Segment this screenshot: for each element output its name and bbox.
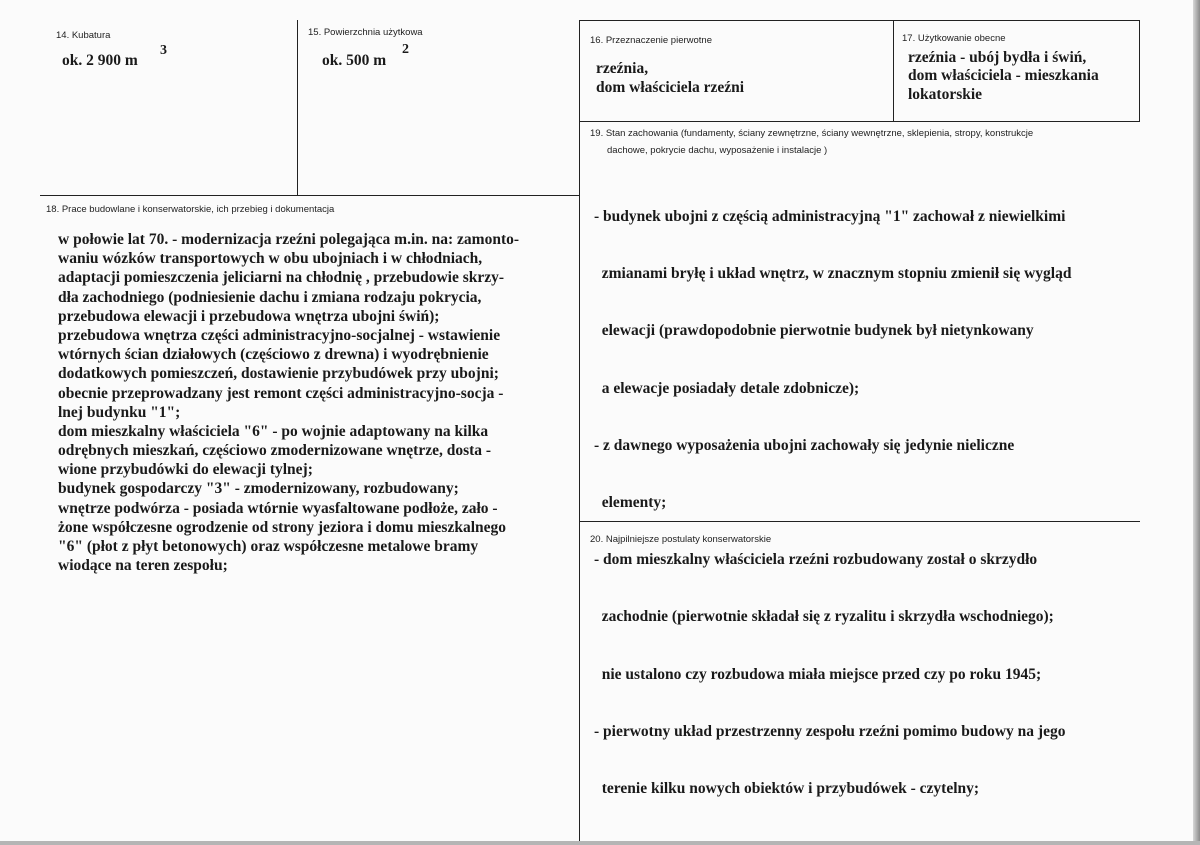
field15-unit-superscript: 2 [402, 42, 409, 57]
field18-text [58, 230, 519, 575]
field17-text [908, 48, 1099, 103]
field15-label: 15. Powierzchnia użytkowa [308, 27, 423, 38]
field18-line: dodatkowych pomieszczeń, dostawienie przybudówek przy ubojni; [58, 365, 499, 383]
field20-label: 20. Najpilniejsze postulaty konserwatorskie [590, 534, 772, 545]
horizontal-rule-top-right [579, 20, 1140, 21]
field16-line: dom właściciela rzeźni [596, 79, 745, 97]
field18-line: wione przybudówki do elewacji tylnej; [58, 461, 313, 479]
field19-line: zmianami bryłę i układ wnętrz, w znacznym stopniu zmienił się wygląd [594, 265, 1072, 283]
field16-label: 16. Przeznaczenie pierwotne [590, 35, 712, 46]
field18-line: budynek gospodarczy "3" - zmodernizowany, rozbudowany; [58, 480, 459, 498]
field18-line: wiodące na teren zespołu; [58, 557, 228, 575]
field19-label-line: 19. Stan zachowania (fundamenty, ściany zewnętrzne, ściany wewnętrzne, sklepienia, stropy, konstrukcje [590, 128, 1034, 139]
vertical-rule-16-17 [893, 20, 894, 121]
paper-edge-right [1193, 0, 1200, 845]
field19-text [594, 169, 1071, 836]
field14-label: 14. Kubatura [56, 30, 111, 41]
field16-line: rzeźnia, [596, 60, 649, 77]
field17-line: lokatorskie [908, 85, 983, 103]
field19-label-line: dachowe, pokrycie dachu, wyposażenie i instalacje ) [607, 145, 828, 156]
field18-line: przebudowa wnętrza części administracyjno-socjalnej - wstawienie [58, 326, 501, 344]
field18-line: odrębnych mieszkań, częściowo zmodernizowane wnętrze, dosta - [58, 442, 492, 460]
field19-line: zachodnie (pierwotnie składał się z ryzalitu i skrzydła wschodniego); [594, 608, 1054, 626]
field18-line: dom mieszkalny właściciela "6" - po wojnie adaptowany na kilka [58, 422, 489, 440]
field18-line: przebudowa elewacji i przebudowa wnętrza ubojni świń); [58, 307, 440, 325]
field19-line: nie ustalono czy rozbudowa miała miejsce przed czy po roku 1945; [594, 665, 1042, 683]
field19-line: elewacji (prawdopodobnie pierwotnie budynek był nietynkowany [594, 322, 1034, 340]
field18-label: 18. Prace budowlane i konserwatorskie, ich przebieg i dokumentacja [46, 204, 335, 215]
field15-value: ok. 500 m [322, 52, 387, 69]
field19-line: - z dawnego wyposażenia ubojni zachowały się jedynie nieliczne [594, 436, 1015, 454]
field17-line: dom właściciela - mieszkania [908, 67, 1099, 85]
field18-line: żone współczesne ogrodzenie od strony jeziora i domu mieszkalnego [58, 518, 507, 536]
vertical-rule-14-15 [297, 20, 298, 196]
paper-edge-bottom [0, 841, 1200, 845]
field19-label [590, 128, 1033, 162]
field18-line: lnej budynku "1"; [58, 403, 181, 421]
horizontal-rule-18-top [40, 195, 580, 196]
field18-line: adaptacji pomieszczenia jeliciarni na chłodnię , przebudowie skrzy- [58, 269, 505, 287]
field18-line: dła zachodniego (podniesienie dachu i zmiana rodzaju pokrycia, [58, 288, 482, 306]
field19-line: terenie kilku nowych obiektów i przybudówek - czytelny; [594, 779, 980, 797]
field18-line: w połowie lat 70. - modernizacja rzeźni polegająca m.in. na: zamonto- [58, 231, 520, 248]
field18-line: waniu wózków transportowych w obu ubojniach i w chłodniach, [58, 250, 483, 268]
vertical-rule-main [579, 20, 580, 842]
horizontal-rule-16-17-bottom [579, 121, 1140, 122]
field19-line: elementy; [594, 493, 667, 511]
vertical-rule-right-top [1139, 20, 1140, 121]
field19-line: a elewacje posiadały detale zdobnicze); [594, 379, 860, 397]
field16-text [596, 59, 744, 97]
field18-line: wnętrze podwórza - posiada wtórnie wyasfaltowane podłoże, zało - [58, 499, 498, 517]
field19-line: - budynek ubojni z częścią administracyjną "1" zachował z niewielkimi [594, 208, 1066, 225]
field19-line: - pierwotny układ przestrzenny zespołu rzeźni pomimo budowy na jego [594, 722, 1066, 740]
field18-line: obecnie przeprowadzany jest remont części administracyjno-socja - [58, 384, 504, 402]
field18-line: wtórnych ścian działowych (częściowo z drewna) i wyodrębnienie [58, 346, 489, 364]
field19-line: - dom mieszkalny właściciela rzeźni rozbudowany został o skrzydło [594, 551, 1038, 569]
field14-unit-superscript: 3 [160, 43, 167, 58]
field17-line: rzeźnia - ubój bydła i świń, [908, 49, 1087, 66]
field17-label: 17. Użytkowanie obecne [902, 33, 1006, 44]
field14-value: ok. 2 900 m [62, 52, 138, 69]
field18-line: "6" (płot z płyt betonowych) oraz współczesne metalowe bramy [58, 538, 479, 555]
